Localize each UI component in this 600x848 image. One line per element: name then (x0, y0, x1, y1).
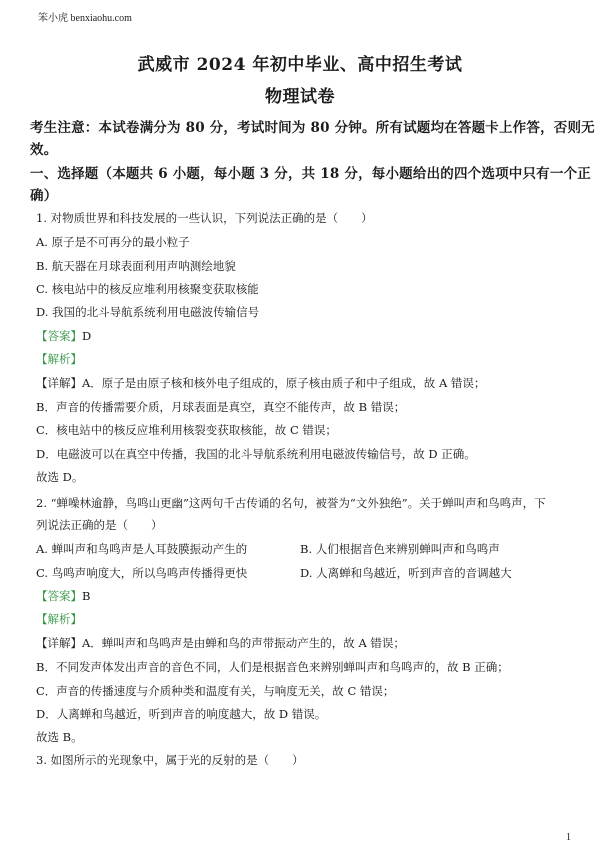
q2-detail-d: D．人离蝉和鸟越近，听到声音的响度越大，故 D 错误。 (36, 707, 327, 721)
site-header: 笨小虎 benxiaohu.com (38, 13, 132, 24)
q2-detail-tag: 【详解】 (36, 636, 82, 650)
q2-option-d: D. 人离蝉和鸟越近，听到声音的音调越大 (300, 566, 512, 580)
q2-analysis-tag: 【解析】 (36, 612, 82, 626)
q2-detail-text-a: A．蝉叫声和鸟鸣声是由蝉和鸟的声带振动产生的，故 A 错误； (82, 636, 405, 650)
q2-conclusion: 故选 B。 (36, 730, 83, 744)
q2-option-a: A. 蝉叫声和鸟鸣声是人耳鼓膜振动产生的 (36, 542, 248, 556)
exam-subtitle: 物理试卷 (265, 87, 335, 107)
q1-option-d: D. 我国的北斗导航系统利用电磁波传输信号 (36, 305, 260, 319)
q1-detail-a (36, 375, 485, 391)
q3-stem: 3. 如图所示的光现象中，属于光的反射的是（ ） (36, 753, 304, 767)
q2-answer-tag: 【答案】 (36, 589, 82, 603)
q2-answer (36, 588, 90, 604)
notice-line-1: 考生注意：本试卷满分为 80 分，考试时间为 80 分钟。所有试题均在答题卡上作答，否则无 (30, 120, 595, 136)
q1-option-c: C. 核电站中的核反应堆利用核聚变获取核能 (36, 282, 259, 296)
q1-conclusion: 故选 D。 (36, 470, 84, 484)
q1-detail-tag: 【详解】 (36, 376, 82, 390)
q1-detail-b: B．声音的传播需要介质，月球表面是真空，真空不能传声，故 B 错误； (36, 400, 406, 414)
notice-line-2: 效。 (30, 142, 58, 158)
q1-option-a: A. 原子是不可再分的最小粒子 (36, 235, 190, 249)
section-heading-line-1: 一、选择题（本题共 6 小题，每小题 3 分，共 18 分，每小题给出的四个选项中只有一个正 (30, 166, 591, 182)
q2-option-c: C. 鸟鸣声响度大，所以鸟鸣声传播得更快 (36, 566, 248, 580)
q2-option-b: B. 人们根据音色来辨别蝉叫声和鸟鸣声 (300, 542, 500, 556)
q1-answer-value: D (82, 329, 92, 343)
q1-analysis-tag: 【解析】 (36, 352, 82, 366)
q1-option-b: B. 航天器在月球表面利用声呐测绘地貌 (36, 259, 236, 273)
section-heading-line-2: 确） (30, 188, 58, 204)
q2-detail-c: C．声音的传播速度与介质种类和温度有关，与响度无关，故 C 错误； (36, 684, 395, 698)
q1-detail-text-a: A．原子是由原子核和核外电子组成的，原子核由质子和中子组成，故 A 错误； (82, 376, 486, 390)
page-number: 1 (566, 832, 571, 843)
q2-stem-line-2: 列说法正确的是（ ） (36, 518, 163, 532)
q2-stem-line-1: 2. “蝉噪林逾静，鸟鸣山更幽”这两句千古传诵的名句，被誉为“文外独绝”。关于蝉叫声和鸟鸣声，下 (36, 496, 546, 510)
q1-answer-tag: 【答案】 (36, 329, 82, 343)
q1-answer (36, 328, 91, 344)
q2-detail-a (36, 635, 405, 651)
exam-title: 武威市 2024 年初中毕业、高中招生考试 (137, 55, 463, 75)
q2-detail-b: B．不同发声体发出声音的音色不同，人们是根据音色来辨别蝉叫声和鸟鸣声的，故 B 正确； (36, 660, 509, 674)
q2-answer-value: B (82, 589, 91, 603)
q1-stem: 1. 对物质世界和科技发展的一些认识，下列说法正确的是（ ） (36, 211, 373, 225)
q1-detail-c: C．核电站中的核反应堆利用核裂变获取核能，故 C 错误； (36, 423, 337, 437)
q1-detail-d: D．电磁波可以在真空中传播，我国的北斗导航系统利用电磁波传输信号，故 D 正确。 (36, 447, 476, 461)
